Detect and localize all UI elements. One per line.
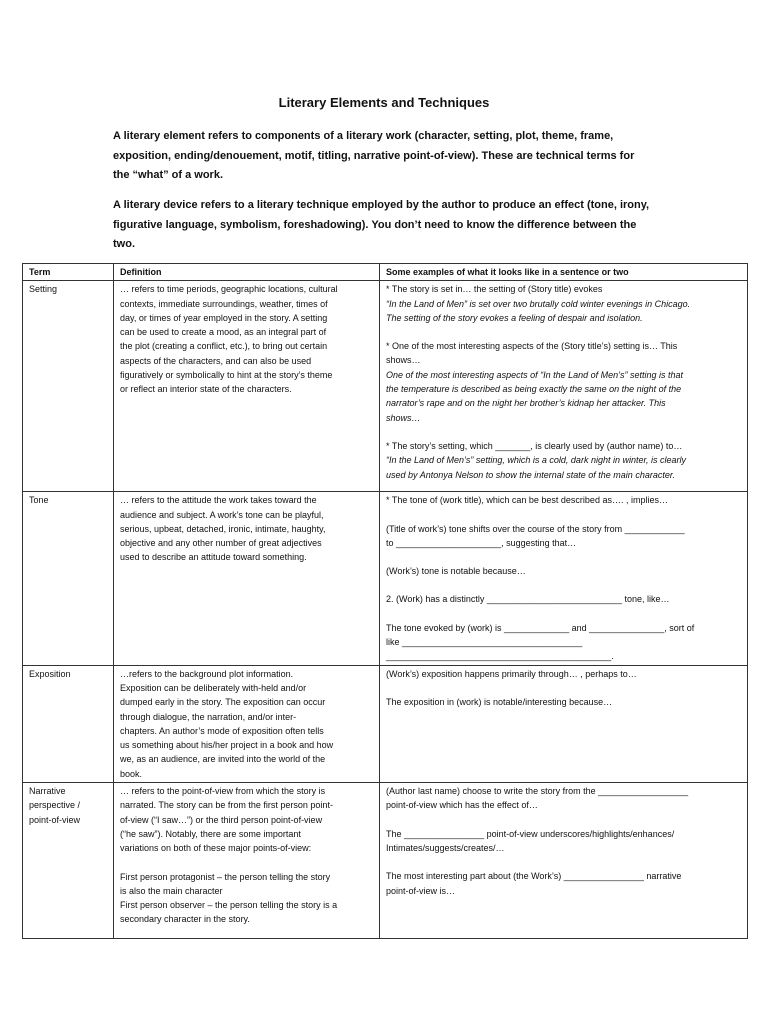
term-cell <box>23 783 114 939</box>
definition-cell <box>114 783 380 939</box>
definition-line: us something about his/her project in a book and how <box>120 740 334 751</box>
page-title: Literary Elements and Techniques <box>278 95 490 110</box>
example-line: (Work’s) exposition happens primarily through… , perhaps to… <box>386 668 637 679</box>
spacer <box>386 425 742 439</box>
table-header-row <box>23 264 748 281</box>
example-line: * The story is set in… the setting of (Story title) evokes <box>386 284 603 295</box>
intro-line: figurative language, symbolism, foreshadowing). You don’t need to know the difference between the <box>113 218 637 231</box>
spacer <box>386 325 742 339</box>
definition-line: audience and subject. A work’s tone can be playful, <box>120 509 324 520</box>
table-row-tone <box>23 492 748 665</box>
definition-line: … refers to the point-of-view from which the story is <box>120 786 326 797</box>
example-line: 2. (Work) has a distinctly ___________________________ tone, like… <box>386 594 670 605</box>
definition-line: (“he saw”). Notably, there are some important <box>120 828 301 839</box>
definition-line: through dialogue, the narration, and/or inter- <box>120 711 297 722</box>
definition-line: the plot (creating a conflict, etc.), to bring out certain <box>120 341 328 352</box>
definition-cell <box>114 665 380 782</box>
header-examples: Some examples of what it looks like in a sentence or two <box>380 264 748 281</box>
definition-line: we, as an audience, are invited into the world of the <box>120 754 326 765</box>
definition-line: narrated. The story can be from the first person point- <box>120 800 333 811</box>
examples-cell <box>380 783 748 939</box>
example-line: narrator’s rape and on the night her brother’s kidnap her attacker. This <box>386 398 666 409</box>
example-line: The tone evoked by (work) is _____________ and _______________, sort of <box>386 622 695 633</box>
example-line: point-of-view which has the effect of… <box>386 800 538 811</box>
intro-line: A literary device refers to a literary technique employed by the author to produce an effect (tone, irony, <box>113 199 650 211</box>
example-line: The most interesting part about (the Work’s) ________________ narrative <box>386 871 682 882</box>
example-line: _____________________________________________. <box>386 651 614 662</box>
example-line: The ________________ point-of-view underscores/highlights/enhances/ <box>386 828 675 839</box>
term-cell <box>23 492 114 665</box>
definition-line: book. <box>120 768 143 779</box>
header-definition: Definition <box>114 264 380 281</box>
example-line: used by Antonya Nelson to show the internal state of the main character. <box>386 469 675 480</box>
definition-line: is also the main character <box>120 885 223 896</box>
example-line: shows… <box>386 412 421 423</box>
definition-line: objective and any other number of great adjectives <box>120 538 322 549</box>
spacer <box>120 856 374 870</box>
definition-line: day, or times of year employed in the story. A setting <box>120 312 328 323</box>
spacer <box>386 681 742 695</box>
definition-cell <box>114 281 380 492</box>
intro-line: the “what” of a work. <box>113 169 224 181</box>
definition-line: can be used to create a mood, as an integral part of <box>120 327 327 338</box>
definition-cell <box>114 492 380 665</box>
example-line: * The story’s setting, which _______, is clearly used by (author name) to… <box>386 440 683 451</box>
example-line: like ____________________________________ <box>386 637 583 648</box>
term-text: Narrative <box>29 786 66 797</box>
definition-line: used to describe an attitude toward something. <box>120 552 307 563</box>
definition-line: First person observer – the person telling the story is a <box>120 900 338 911</box>
definition-line: First person protagonist – the person telling the story <box>120 871 331 882</box>
intro-paragraph-element <box>113 127 673 186</box>
term-cell <box>23 281 114 492</box>
term-text: Setting <box>29 284 58 295</box>
spacer <box>386 855 742 869</box>
table-row-setting <box>23 281 748 492</box>
definition-line: secondary character in the story. <box>120 914 250 925</box>
examples-cell <box>380 665 748 782</box>
example-line: (Author last name) choose to write the story from the __________________ <box>386 786 689 797</box>
example-line: to _____________________, suggesting that… <box>386 537 577 548</box>
intro-line: A literary element refers to components of a literary work (character, setting, plot, theme, frame, <box>113 130 614 142</box>
spacer <box>386 578 742 592</box>
term-text: point-of-view <box>29 814 81 825</box>
example-line: * One of the most interesting aspects of the (Story title’s) setting is… This <box>386 341 678 352</box>
term-text: perspective / <box>29 800 81 811</box>
definition-line: … refers to the attitude the work takes toward the <box>120 495 317 506</box>
example-line: One of the most interesting aspects of “In the Land of Men’s” setting is that <box>386 369 683 380</box>
examples-cell <box>380 281 748 492</box>
definition-line: dumped early in the story. The exposition can occur <box>120 697 326 708</box>
term-text: Exposition <box>29 668 71 679</box>
example-line: (Title of work’s) tone shifts over the course of the story from ____________ <box>386 523 685 534</box>
examples-cell <box>380 492 748 665</box>
term-text: Tone <box>29 495 49 506</box>
spacer <box>386 813 742 827</box>
example-line: The exposition in (work) is notable/interesting because… <box>386 696 613 707</box>
example-line: shows… <box>386 355 421 366</box>
table-row-exposition <box>23 665 748 782</box>
term-cell <box>23 665 114 782</box>
example-line: * The tone of (work title), which can be best described as…. , implies… <box>386 495 668 506</box>
header-term: Term <box>23 264 114 281</box>
example-line: point-of-view is… <box>386 885 456 896</box>
literary-terms-table <box>22 263 748 939</box>
definition-line: …refers to the background plot information. <box>120 668 294 679</box>
example-line: Intimates/suggests/creates/… <box>386 842 505 853</box>
intro-line: two. <box>113 238 135 250</box>
example-line: The setting of the story evokes a feeling of despair and isolation. <box>386 312 643 323</box>
spacer <box>386 607 742 621</box>
example-line: “In the Land of Men’s” setting, which is a cold, dark night in winter, is clearly <box>386 455 686 466</box>
intro-paragraph-device <box>113 196 673 255</box>
definition-line: variations on both of these major points-of-view: <box>120 843 312 854</box>
definition-line: Exposition can be deliberately with-held and/or <box>120 682 307 693</box>
definition-line: serious, upbeat, detached, ironic, intimate, haughty, <box>120 523 326 534</box>
example-line: “In the Land of Men” is set over two brutally cold winter evenings in Chicago. <box>386 298 691 309</box>
example-line: (Work’s) tone is notable because… <box>386 566 526 577</box>
definition-line: … refers to time periods, geographic locations, cultural <box>120 284 338 295</box>
definition-line: contexts, immediate surroundings, weather, times of <box>120 298 328 309</box>
definition-line: chapters. An author’s mode of exposition often tells <box>120 725 324 736</box>
example-line: the temperature is described as being exactly the same on the night of the <box>386 384 682 395</box>
definition-line: or reflect an interior state of the characters. <box>120 384 292 395</box>
definition-line: figuratively or symbolically to hint at the story’s theme <box>120 370 333 381</box>
table-row-narrative-perspective <box>23 783 748 939</box>
intro-line: exposition, ending/denouement, motif, titling, narrative point-of-view). These are technical terms for <box>113 149 635 162</box>
spacer <box>386 550 742 564</box>
definition-line: of-view (“I saw…”) or the third person point-of-view <box>120 814 323 825</box>
definition-line: aspects of the characters, and can also be used <box>120 355 312 366</box>
spacer <box>386 508 742 522</box>
